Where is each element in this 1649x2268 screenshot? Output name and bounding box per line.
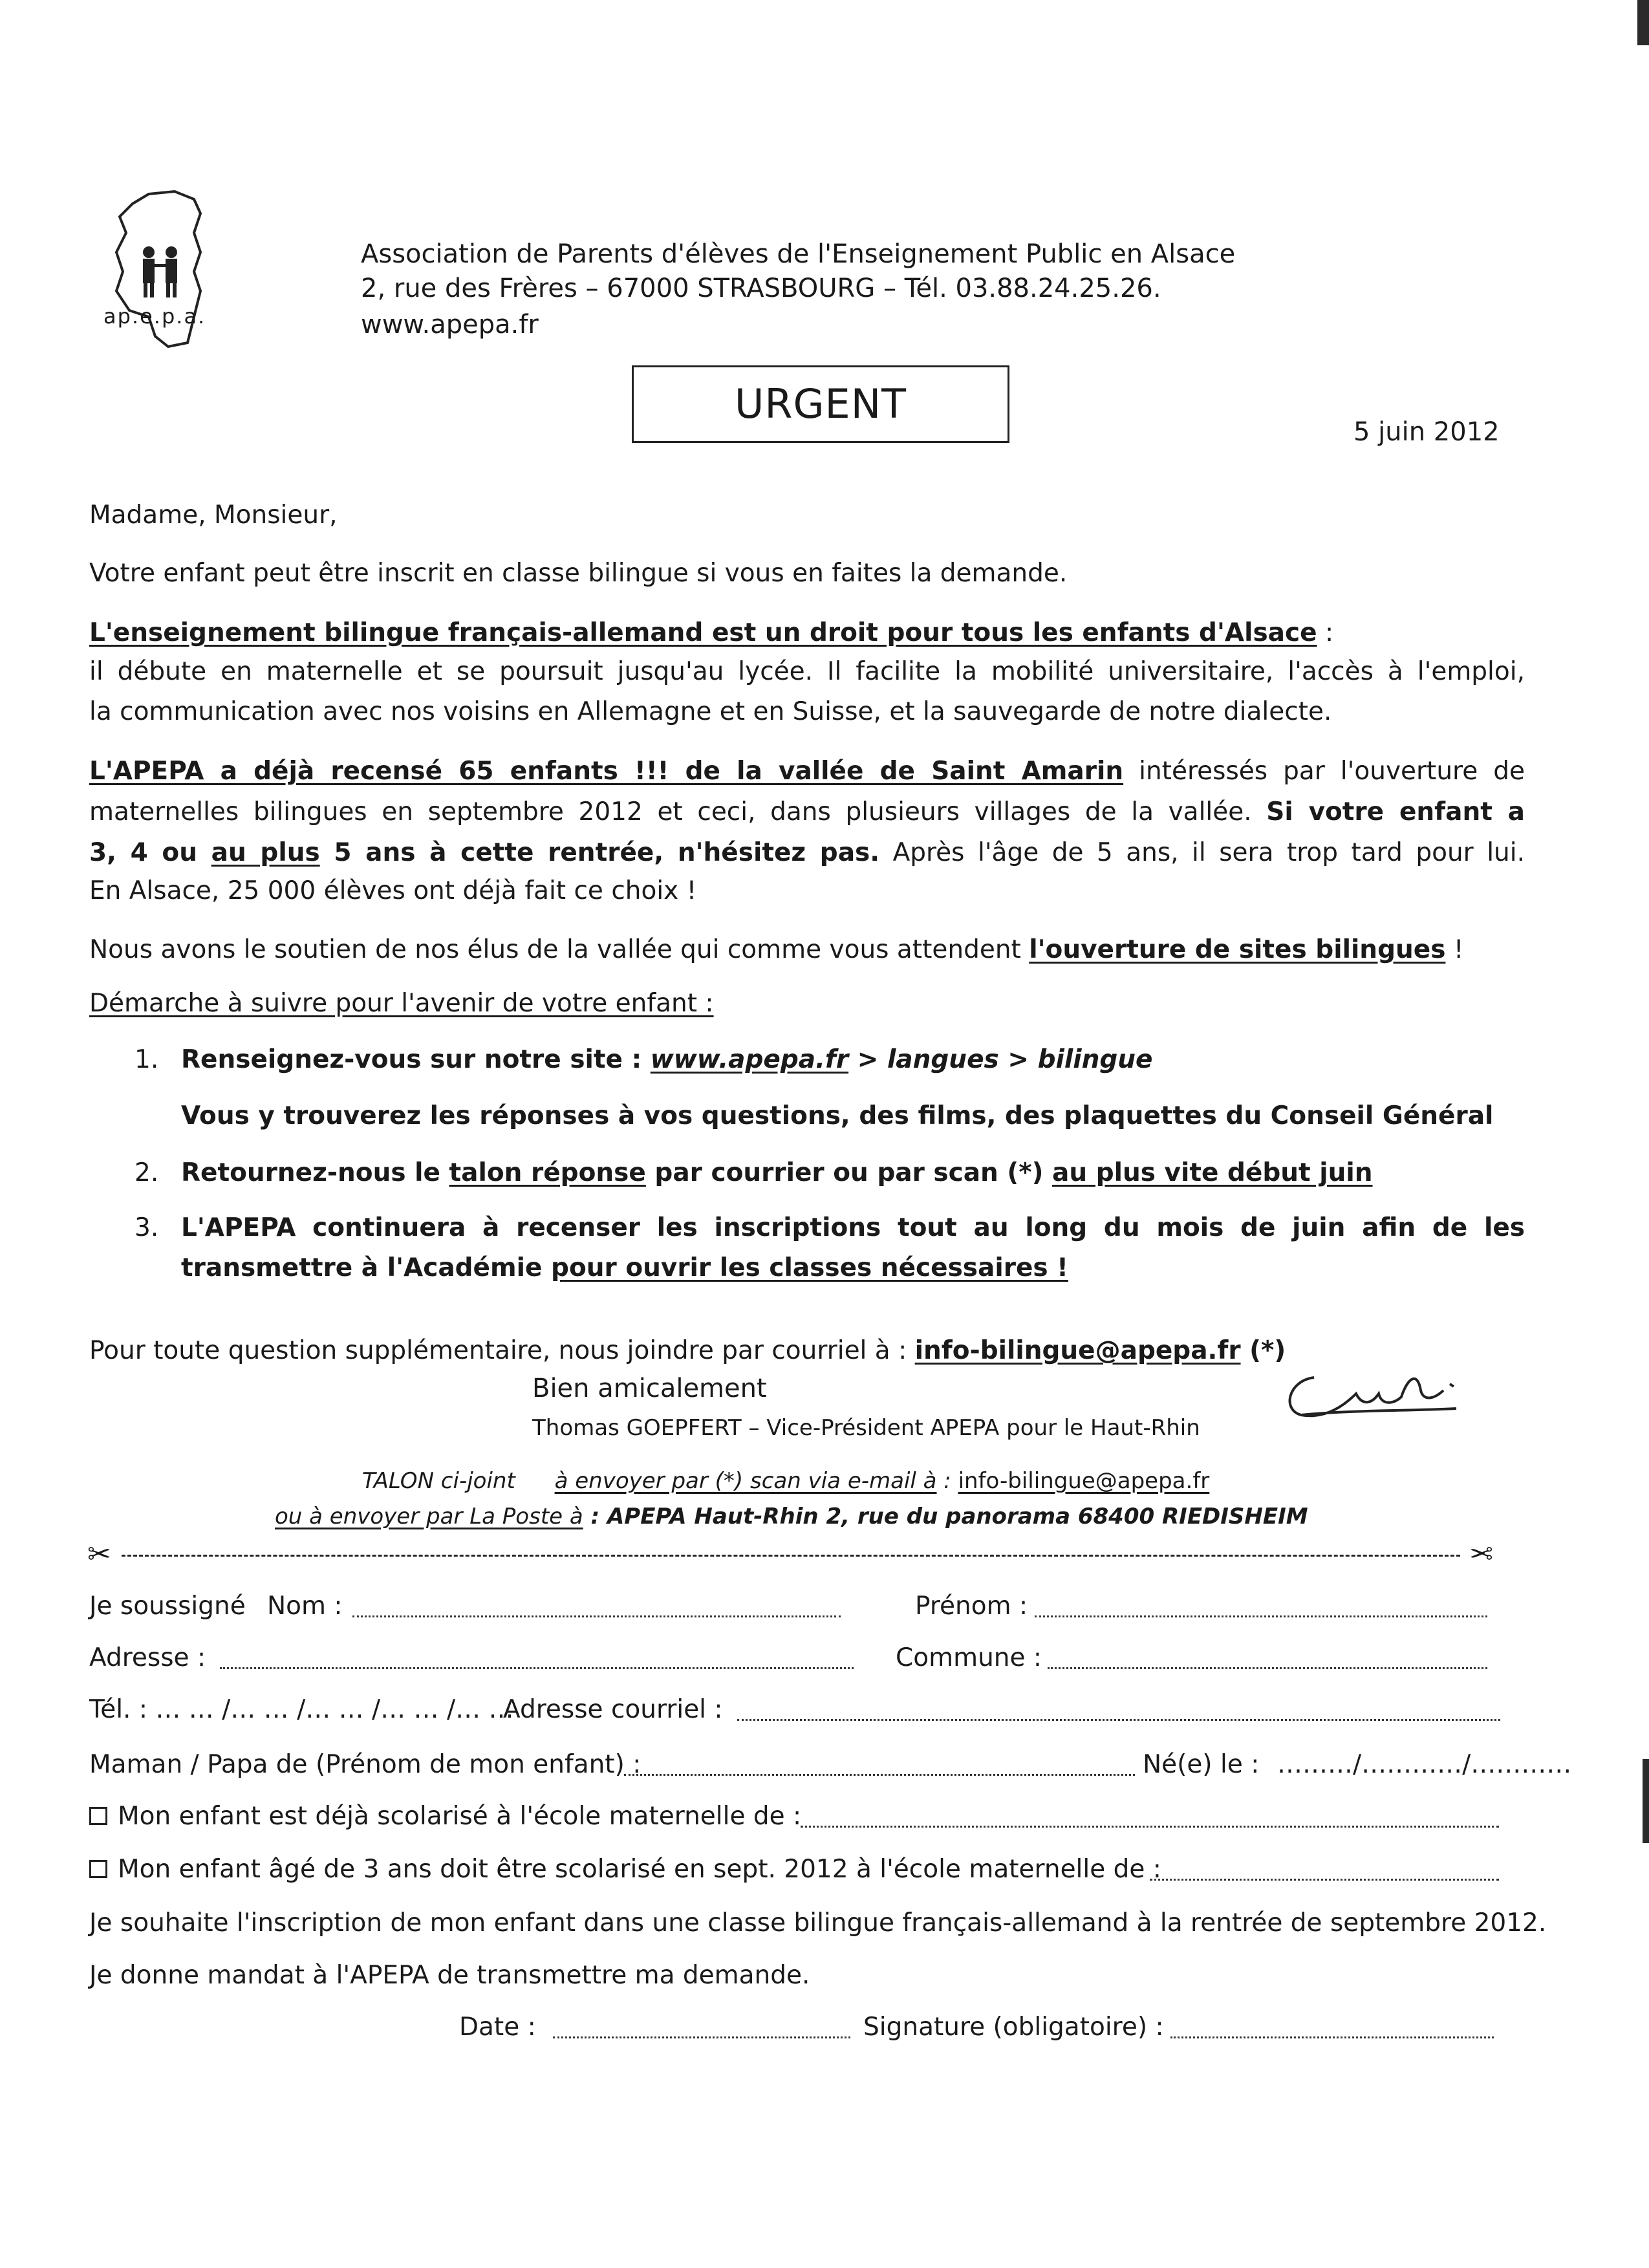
apepa-logo: [103, 188, 226, 349]
form-parent-label: Maman / Papa de (Prénom de mon enfant) :: [89, 1750, 641, 1779]
paragraph-2-line-3: 3, 4 ou au plus 5 ans à cette rentrée, n'hésitez pas. Après l'âge de 5 ans, il sera trop tard pour lui.: [89, 838, 1525, 867]
talon-line-2: ou à envoyer par La Poste à : APEPA Haut-Rhin 2, rue du panorama 68400 RIEDISHEIM: [275, 1504, 1308, 1529]
birthdate-field[interactable]: ………/…………/…………: [1277, 1750, 1572, 1779]
step-1-number: 1.: [135, 1045, 159, 1074]
census-highlight: L'APEPA a déjà recensé 65 enfants !!! de la vallée de Saint Amarin: [89, 757, 1124, 786]
form-tel-field[interactable]: Tél. : … … /… … /… … /… … /… …: [89, 1695, 514, 1724]
steps-title: Démarche à suivre pour l'avenir de votre enfant :: [89, 989, 714, 1018]
apepa-site-link[interactable]: www.apepa.fr: [650, 1045, 849, 1074]
intro-text: Votre enfant peut être inscrit en classe bilingue si vous en faites la demande.: [89, 559, 1068, 588]
souhait-statement: Je souhaite l'inscription de mon enfant dans une classe bilingue français-allemand à la rentrée de septembre 2012.: [89, 1908, 1547, 1938]
scissors-left-icon: ✂: [87, 1538, 111, 1571]
urgent-label: URGENT: [735, 380, 907, 427]
checkbox-row-1: Mon enfant est déjà scolarisé à l'école maternelle de :: [89, 1798, 801, 1835]
commune-field[interactable]: [1048, 1649, 1487, 1669]
form-soussigne-label: Je soussigné: [89, 1592, 246, 1621]
form-nom-label: Nom :: [267, 1592, 343, 1621]
org-website: www.apepa.fr: [361, 310, 539, 340]
form-adresse-label: Adresse :: [89, 1643, 206, 1672]
step-3-number: 3.: [135, 1213, 159, 1242]
prenom-field[interactable]: [1035, 1597, 1487, 1617]
date-field[interactable]: [553, 2018, 850, 2038]
talon-email-link[interactable]: info-bilingue@apepa.fr: [958, 1468, 1210, 1494]
current-school-field[interactable]: [801, 1808, 1499, 1828]
paragraph-1-heading: L'enseignement bilingue français-allemand est un droit pour tous les enfants d'Alsace :: [89, 618, 1334, 647]
form-birthdate-label: Né(e) le :: [1143, 1750, 1260, 1779]
courriel-field[interactable]: [737, 1701, 1500, 1721]
adresse-field[interactable]: [220, 1649, 854, 1669]
step-3-line-1: L'APEPA continuera à recenser les inscriptions tout au long du mois de juin afin de les: [181, 1213, 1525, 1242]
contact-line: Pour toute question supplémentaire, nous joindre par courriel à : info-bilingue@apepa.fr (*): [89, 1336, 1286, 1365]
step-2: Retournez-nous le talon réponse par courrier ou par scan (*) au plus vite début juin: [181, 1158, 1373, 1187]
urgent-box: [632, 365, 1009, 443]
closing: Bien amicalement: [532, 1374, 767, 1403]
cut-line: [122, 1555, 1460, 1557]
checkbox-already-enrolled[interactable]: [89, 1807, 107, 1825]
checkbox-to-enroll[interactable]: [89, 1860, 107, 1878]
logo-text: ap.e.p.a.: [103, 304, 206, 329]
step-1-detail: Vous y trouverez les réponses à vos questions, des films, des plaquettes du Conseil Général: [181, 1101, 1494, 1130]
rights-heading: L'enseignement bilingue français-allemand est un droit pour tous les enfants d'Alsace: [89, 618, 1317, 647]
step-2-number: 2.: [135, 1158, 159, 1187]
paragraph-2-line-4: En Alsace, 25 000 élèves ont déjà fait ce choix !: [89, 876, 697, 905]
scissors-right-icon: ✂: [1469, 1538, 1493, 1571]
mandat-statement: Je donne mandat à l'APEPA de transmettre ma demande.: [89, 1961, 810, 1990]
paragraph-2-line-2: maternelles bilingues en septembre 2012 et ceci, dans plusieurs villages de la vallée. Si votre enfant a: [89, 797, 1525, 826]
form-prenom-label: Prénom :: [915, 1592, 1028, 1621]
form-signature-label: Signature (obligatoire) :: [863, 2013, 1164, 2042]
signature-field[interactable]: [1170, 2018, 1494, 2038]
form-commune-label: Commune :: [896, 1643, 1042, 1672]
child-firstname-field[interactable]: [624, 1756, 1135, 1776]
step-3-line-2: transmettre à l'Académie pour ouvrir les classes nécessaires !: [181, 1253, 1068, 1282]
talon-line-1: TALON ci-joint à envoyer par (*) scan via e-mail à : info-bilingue@apepa.fr: [362, 1468, 1210, 1494]
org-name: Association de Parents d'élèves de l'Enseignement Public en Alsace: [361, 239, 1236, 269]
signatory: Thomas GOEPFERT – Vice-Président APEPA pour le Haut-Rhin: [532, 1415, 1200, 1441]
paragraph-2-line-1: L'APEPA a déjà recensé 65 enfants !!! de la vallée de Saint Amarin intéressés par l'ouverture de: [89, 757, 1525, 786]
future-school-field[interactable]: [1150, 1861, 1499, 1881]
paragraph-3: Nous avons le soutien de nos élus de la vallée qui comme vous attendent l'ouverture de sites bilingues !: [89, 935, 1464, 964]
org-address: 2, rue des Frères – 67000 STRASBOURG – Tél. 03.88.24.25.26.: [361, 274, 1161, 303]
step-1: Renseignez-vous sur notre site : www.apepa.fr > langues > bilingue: [181, 1045, 1153, 1074]
contact-email-link[interactable]: info-bilingue@apepa.fr: [914, 1336, 1241, 1365]
form-date-label: Date :: [459, 2013, 536, 2042]
paragraph-1-line-1: il débute en maternelle et se poursuit jusqu'au lycée. Il facilite la mobilité universitaire, l'accès à l'emploi,: [89, 657, 1525, 686]
letter-date: 5 juin 2012: [1353, 417, 1500, 447]
checkbox-row-2: Mon enfant âgé de 3 ans doit être scolarisé en sept. 2012 à l'école maternelle de :: [89, 1851, 1161, 1888]
nom-field[interactable]: [352, 1597, 841, 1617]
handwritten-signature: [1275, 1358, 1469, 1429]
scan-edge-bottom: [1643, 1759, 1649, 1843]
form-courriel-label: Adresse courriel :: [503, 1695, 723, 1724]
paragraph-1-line-2: la communication avec nos voisins en Allemagne et en Suisse, et la sauvegarde de notre dialecte.: [89, 697, 1332, 726]
salutation: Madame, Monsieur,: [89, 501, 338, 530]
scan-edge-top: [1637, 0, 1649, 45]
